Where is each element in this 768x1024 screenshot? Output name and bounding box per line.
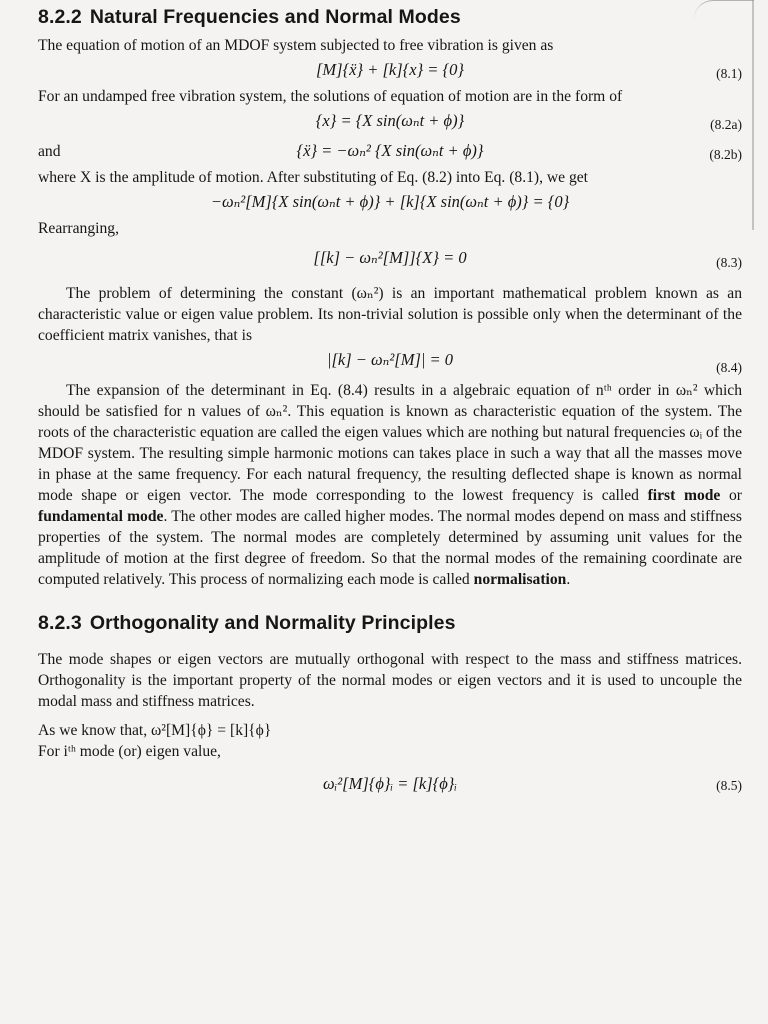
intro-paragraph: The equation of motion of an MDOF system subjected to free vibration is given as	[38, 37, 554, 54]
equation-substituted	[38, 188, 742, 218]
equation-number: (8.2b)	[709, 147, 742, 162]
equation-text: {ẍ} = −ωₙ² {X sin(ωₙt + ϕ)}	[296, 141, 484, 160]
equation-8-2a	[38, 107, 742, 137]
equation-number: (8.4)	[716, 360, 742, 375]
ith-mode-line: For iᵗʰ mode (or) eigen value,	[38, 743, 221, 760]
first-mode-term: first mode	[647, 487, 721, 504]
equation-number: (8.1)	[716, 66, 742, 81]
equation-number: (8.3)	[716, 255, 742, 270]
equation-number: (8.5)	[716, 778, 742, 793]
page-edge-line	[752, 0, 754, 230]
equation-text: [M]{ẍ} + [k]{x} = {0}	[315, 60, 464, 79]
as-we-know-line: As we know that, ω²[M]{ϕ} = [k]{ϕ}	[38, 722, 272, 739]
equation-text: ωᵢ²[M]{ϕ}ᵢ = [k]{ϕ}ᵢ	[322, 774, 458, 793]
equation-8-4	[38, 346, 742, 380]
equation-text: |[k] − ωₙ²[M]| = 0	[326, 350, 454, 369]
normalisation-term: normalisation	[473, 571, 567, 588]
substitute-paragraph: where X is the amplitude of motion. After substituting of Eq. (8.2) into Eq. (8.1), we get	[38, 169, 589, 186]
equation-number: (8.2a)	[710, 117, 742, 132]
equation-8-1	[38, 56, 742, 86]
equation-8-3	[38, 239, 742, 279]
page-edge-curve	[694, 0, 754, 19]
eigen-problem-paragraph: The problem of determining the constant (ωₙ²) is an important mathematical problem known as an characteristic value or eigen value problem. Its non-trivial solution is possible only when the determinant of the coefficient matrix vanishes, that is	[38, 285, 742, 344]
period: .	[566, 571, 571, 588]
equation-text: −ωₙ²[M]{X sin(ωₙt + ϕ)} + [k]{X sin(ωₙt + ϕ)} = {0}	[210, 192, 570, 211]
expansion-text-1: The expansion of the determinant in Eq. (8.4) results in a algebraic equation of nᵗʰ order in ωₙ² which should be satisfied for n values of ωₙ². This equation is known as characteristic equation of the system. The roots of the characteristic equation are called the eigen values which are nothing but natural frequencies ωᵢ of the MDOF system. The resulting simple harmonic motions can takes place in such a way that all the masses move in phase at the same frequency. For each natural frequency, the resulting deflected shape is known as normal mode shape or eigen vector. The mode corresponding to the lowest frequency is called	[38, 382, 742, 504]
equation-text: [[k] − ωₙ²[M]]{X} = 0	[313, 248, 467, 267]
and-label: and	[38, 143, 61, 160]
equation-8-2b	[38, 137, 742, 167]
section-number: 8.2.2	[38, 6, 82, 28]
section-title: Orthogonality and Normality Principles	[89, 612, 456, 634]
equation-8-5	[38, 762, 742, 802]
section-title: Natural Frequencies and Normal Modes	[89, 6, 461, 28]
section-number: 8.2.3	[38, 612, 82, 634]
section-heading-8-2-3	[38, 612, 742, 635]
or-word: or	[729, 487, 742, 504]
fundamental-mode-term: fundamental mode	[38, 508, 164, 525]
undamped-paragraph: For an undamped free vibration system, the solutions of equation of motion are in the form of	[38, 88, 623, 105]
rearranging-label: Rearranging,	[38, 220, 119, 237]
expansion-paragraph	[38, 380, 742, 590]
section-heading-8-2-2	[38, 6, 742, 29]
orthogonality-paragraph: The mode shapes or eigen vectors are mutually orthogonal with respect to the mass and stiffness matrices. Orthogonality is the important property of the normal modes or eigen vectors and it is used to uncouple the modal mass and stiffness matrices.	[38, 651, 742, 710]
expansion-text-2: . The other modes are called higher modes. The normal modes depend on mass and stiffness properties of the system. The normal modes are completely determined by assuming unit values for the amplitude of motion at the first degree of freedom. So that the normal modes of the remaining coordinate are computed relatively. This process of normalizing each mode is called	[38, 508, 742, 588]
equation-text: {x} = {X sin(ωₙt + ϕ)}	[315, 111, 465, 130]
